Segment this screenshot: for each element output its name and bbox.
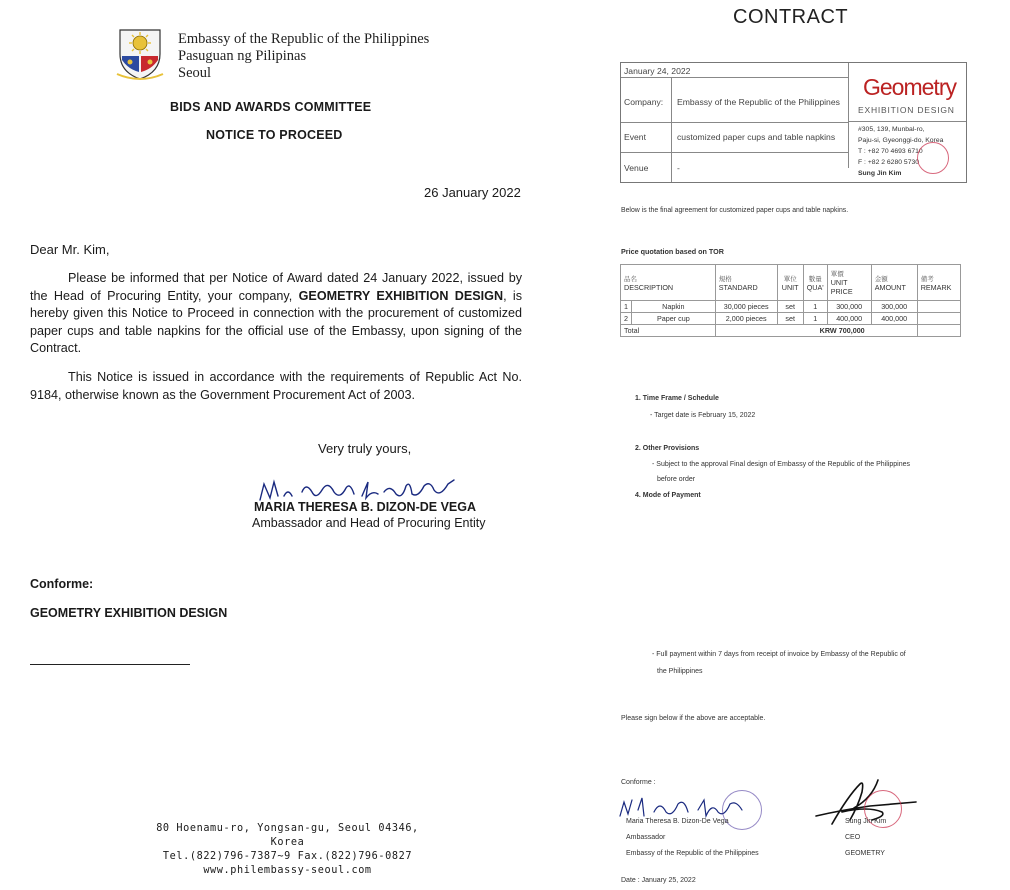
company-label: Company: xyxy=(624,97,664,107)
notice-title: NOTICE TO PROCEED xyxy=(206,128,343,142)
table-header: 規格 STANDARD xyxy=(715,265,777,301)
embassy-letterhead xyxy=(178,31,429,82)
agreement-text: Below is the final agreement for customized paper cups and table napkins. xyxy=(621,207,849,214)
contract-conforme: Conforme : xyxy=(621,779,656,786)
notice-paragraph-2: This Notice is issued in accordance with the requirements of Republic Act No. 9184, otherwise known as the Government Procurement Act of 2003. xyxy=(30,370,522,402)
philippine-seal-icon xyxy=(114,24,166,82)
term-1-heading: 1. Time Frame / Schedule xyxy=(635,395,719,402)
term-4-heading: 4. Mode of Payment xyxy=(635,492,701,499)
committee-heading: BIDS AND AWARDS COMMITTEE xyxy=(170,100,372,114)
divider xyxy=(671,77,672,182)
signer-title: Ambassador and Head of Procuring Entity xyxy=(252,516,486,530)
table-header: 單位 UNIT xyxy=(777,265,803,301)
table-header: 數量 QUA' xyxy=(803,265,827,301)
payment-term-cont: the Philippines xyxy=(657,668,703,675)
logo-wordmark: Geometry xyxy=(863,74,956,100)
company-stamp-icon xyxy=(917,142,949,174)
footer-phone: Tel.(822)796-7387~9 Fax.(822)796-0827 xyxy=(162,851,413,862)
total-value: KRW 700,000 xyxy=(715,325,917,337)
embassy-name: Embassy of the Republic of the Philippines xyxy=(178,31,430,47)
table-row: 1 Napkin 30,000 pieces set 1 300,000 300,000 xyxy=(621,301,961,313)
letter-date: 26 January 2022 xyxy=(424,185,521,200)
conforme-company: GEOMETRY EXHIBITION DESIGN xyxy=(30,606,228,620)
table-header-row xyxy=(621,265,961,301)
logo-subtitle: EXHIBITION DESIGN xyxy=(858,105,955,115)
contract-title: CONTRACT xyxy=(733,6,849,28)
table-header: 品名 DESCRIPTION xyxy=(621,265,716,301)
closing: Very truly yours, xyxy=(318,441,412,456)
supplier-address: #305, 139, Munbal-ro, Paju-si, Gyeonggi-do, Korea T : +82 70 4693 6710 F : +82 2 6280 5730 Sung Jin Kim xyxy=(858,126,944,177)
contract-signer-2-org: GEOMETRY xyxy=(845,850,885,857)
embassy-name-filipino: Pasuguan ng Pilipinas xyxy=(178,48,307,64)
event-value: customized paper cups and table napkins xyxy=(677,132,836,142)
divider xyxy=(621,152,848,153)
table-header: 備考 REMARK xyxy=(917,265,960,301)
footer-website: www.philembassy-seoul.com xyxy=(203,865,372,876)
event-label: Event xyxy=(624,132,646,142)
term-2-body-cont: before order xyxy=(657,476,696,483)
divider xyxy=(621,77,848,78)
total-label: Total xyxy=(621,325,716,337)
contract-signer-1-title: Ambassador xyxy=(626,834,666,841)
contract-signer-1-name: Maria Theresa B. Dizon-De Vega xyxy=(626,818,729,825)
contract-signer-1-org: Embassy of the Republic of the Philippines xyxy=(626,850,759,857)
price-table xyxy=(620,264,961,337)
notice-paragraph-1: Please be informed that per Notice of Award dated 24 January 2022, issued by the Head of Procuring Entity, your company, GEOMETRY EXHIBITION DESIGN, is hereby given this Notice to Proceed in connection with the procurement of customized paper cups and table napkins for the official use of the Embassy, upon signing of the Contract. xyxy=(30,271,522,355)
table-header: 單價 UNIT PRICE xyxy=(827,265,871,301)
table-total-row xyxy=(621,325,961,337)
signature-line xyxy=(30,664,190,665)
embassy-footer xyxy=(150,822,425,878)
geometry-logo xyxy=(848,64,965,122)
contract-sign-date: Date : January 25, 2022 xyxy=(621,877,696,884)
table-header: 金額 AMOUNT xyxy=(871,265,917,301)
payment-term: - Full payment within 7 days from receipt of invoice by Embassy of the Republic of xyxy=(652,651,906,658)
sign-request: Please sign below if the above are acceptable. xyxy=(621,715,766,722)
conforme-label: Conforme: xyxy=(30,577,94,591)
footer-address: 80 Hoenamu-ro, Yongsan-gu, Seoul 04346, Korea xyxy=(156,823,419,848)
contract-date: January 24, 2022 xyxy=(624,66,691,76)
term-2-body: - Subject to the approval Final design of Embassy of the Republic of the Philippines xyxy=(652,461,910,468)
company-name-bold: GEOMETRY EXHIBITION DESIGN xyxy=(298,288,504,303)
table-row: 2 Paper cup 2,000 pieces set 1 400,000 400,000 xyxy=(621,313,961,325)
company-value: Embassy of the Republic of the Philippines xyxy=(677,97,840,107)
signer-name: MARIA THERESA B. DIZON-DE VEGA xyxy=(254,500,476,514)
embassy-city: Seoul xyxy=(178,65,212,81)
venue-value: - xyxy=(677,163,680,173)
venue-label: Venue xyxy=(624,163,649,173)
term-1-body: - Target date is February 15, 2022 xyxy=(650,412,756,419)
contract-signer-2-title: CEO xyxy=(845,834,861,841)
divider xyxy=(621,122,848,123)
price-quotation-title: Price quotation based on TOR xyxy=(621,247,724,256)
salutation: Dear Mr. Kim, xyxy=(30,242,110,257)
supplier-contact: Sung Jin Kim xyxy=(858,170,902,177)
contract-signer-2-name: Sung Jin Kim xyxy=(845,818,887,825)
term-2-heading: 2. Other Provisions xyxy=(635,445,700,452)
